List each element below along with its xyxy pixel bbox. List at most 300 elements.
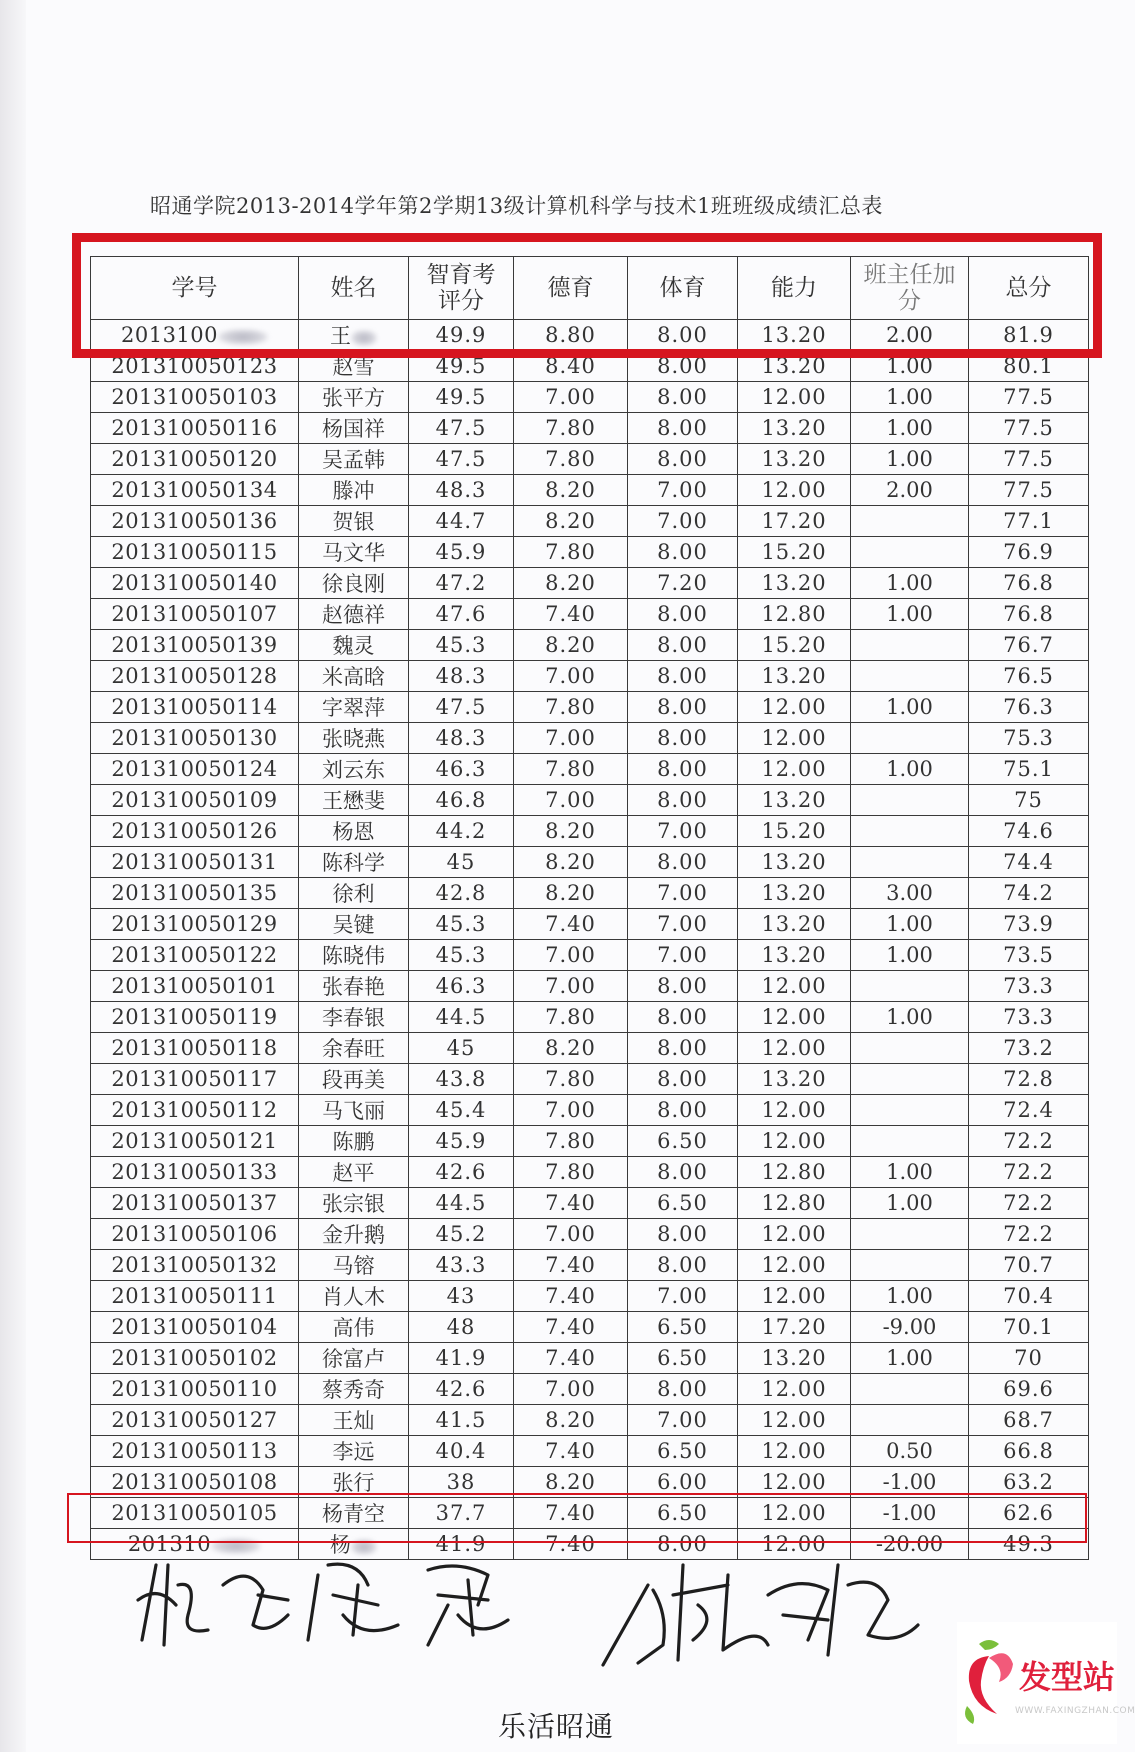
cell-value: 8.00	[657, 1005, 708, 1029]
paper-edge	[0, 0, 26, 1752]
cell-intellect	[409, 1157, 514, 1188]
cell-student-id	[91, 940, 299, 971]
cell-ability	[738, 847, 851, 878]
cell-value: 字翠萍	[322, 696, 385, 720]
cell-value: 7.00	[545, 788, 596, 812]
cell-value: 13.20	[761, 664, 827, 688]
cell-sport	[628, 1312, 738, 1343]
cell-value: 201310050126	[111, 819, 278, 843]
cell-name	[299, 1064, 409, 1095]
cell-name	[299, 1219, 409, 1250]
cell-total	[969, 1095, 1089, 1126]
cell-value: 7.00	[545, 974, 596, 998]
cell-total	[969, 909, 1089, 940]
cell-intellect	[409, 1188, 514, 1219]
cell-name	[299, 692, 409, 723]
cell-moral	[514, 568, 628, 599]
cell-total	[969, 630, 1089, 661]
cell-total	[969, 1405, 1089, 1436]
cell-value: 7.80	[545, 1067, 596, 1091]
table-row	[91, 847, 1089, 878]
cell-total	[969, 1157, 1089, 1188]
cell-value: 6.50	[657, 1315, 708, 1339]
cell-moral	[514, 940, 628, 971]
cell-value: 38	[446, 1470, 476, 1494]
cell-value: 63.2	[1003, 1470, 1054, 1494]
cell-sport	[628, 1405, 738, 1436]
cell-bonus	[851, 1312, 969, 1343]
table-row	[91, 537, 1089, 568]
cell-student-id	[91, 413, 299, 444]
cell-value: 13.20	[761, 323, 827, 347]
cell-bonus	[851, 568, 969, 599]
cell-student-id	[91, 692, 299, 723]
cell-value: 13.20	[761, 416, 827, 440]
cell-value: 7.20	[657, 571, 708, 595]
cell-value: 8.00	[657, 540, 708, 564]
header-sport: 体育	[628, 257, 738, 320]
cell-value: 高伟	[332, 1316, 375, 1340]
table-row	[91, 909, 1089, 940]
cell-total	[969, 816, 1089, 847]
cell-value: 蔡秀奇	[322, 1378, 385, 1402]
cell-value: 201310050132	[111, 1253, 278, 1277]
cell-bonus	[851, 1126, 969, 1157]
cell-value: 7.40	[545, 1315, 596, 1339]
cell-value: 45.9	[435, 1129, 487, 1153]
cell-value: 76.9	[1003, 540, 1054, 564]
cell-value: 8.00	[657, 1532, 708, 1556]
cell-value: 马文华	[322, 541, 385, 565]
cell-moral	[514, 1033, 628, 1064]
cell-total	[969, 723, 1089, 754]
cell-value: 8.20	[545, 850, 596, 874]
cell-ability	[738, 599, 851, 630]
cell-moral	[514, 878, 628, 909]
cell-value: 杨国祥	[322, 417, 385, 441]
cell-value: 73.3	[1003, 1005, 1054, 1029]
cell-value: 77.1	[1003, 509, 1054, 533]
cell-moral	[514, 785, 628, 816]
cell-value: 76.8	[1003, 602, 1054, 626]
table-row	[91, 1064, 1089, 1095]
cell-value: 12.00	[761, 1408, 827, 1432]
cell-bonus	[851, 1343, 969, 1374]
cell-moral	[514, 413, 628, 444]
cell-value: 70.4	[1003, 1284, 1054, 1308]
cell-intellect	[409, 1126, 514, 1157]
cell-value: 49.3	[1003, 1532, 1054, 1556]
cell-name	[299, 909, 409, 940]
cell-total	[969, 1033, 1089, 1064]
cell-value: 8.00	[657, 664, 708, 688]
cell-value: 75	[1014, 788, 1043, 812]
table-row	[91, 475, 1089, 506]
cell-intellect	[409, 537, 514, 568]
cell-intellect	[409, 630, 514, 661]
cell-value: 12.00	[761, 1501, 827, 1525]
cell-value: 12.80	[761, 602, 827, 626]
cell-value: 47.5	[435, 416, 487, 440]
cell-sport	[628, 1343, 738, 1374]
cell-value: 贺银	[332, 510, 375, 534]
cell-name	[299, 568, 409, 599]
cell-intellect	[409, 506, 514, 537]
cell-value: 0.50	[886, 1439, 933, 1463]
cell-name	[299, 1126, 409, 1157]
cell-value: 8.00	[657, 757, 708, 781]
cell-value: 李春银	[322, 1006, 385, 1030]
cell-value: -20.00	[875, 1532, 944, 1556]
cell-value: 7.40	[545, 1284, 596, 1308]
cell-total	[969, 1312, 1089, 1343]
cell-intellect	[409, 661, 514, 692]
cell-value: 刘云东	[322, 758, 385, 782]
table-row	[91, 1157, 1089, 1188]
cell-value: 赵雪	[332, 355, 375, 379]
cell-moral	[514, 1002, 628, 1033]
cell-name	[299, 1312, 409, 1343]
cell-value: 201310050134	[111, 478, 278, 502]
cell-value: 段再美	[322, 1068, 385, 1092]
table-row	[91, 661, 1089, 692]
cell-student-id	[91, 506, 299, 537]
cell-total	[969, 537, 1089, 568]
watermark-text: 发型站	[1019, 1658, 1116, 1696]
cell-value: 魏灵	[332, 634, 375, 658]
cell-value: 7.00	[657, 943, 708, 967]
cell-value: 12.00	[761, 1439, 827, 1463]
table-row	[91, 1188, 1089, 1219]
cell-name	[299, 1374, 409, 1405]
cell-sport	[628, 1157, 738, 1188]
table-row	[91, 785, 1089, 816]
cell-value: 77.5	[1003, 478, 1054, 502]
cell-value: 1.00	[886, 943, 933, 967]
cell-value: 42.8	[435, 881, 487, 905]
cell-student-id	[91, 1064, 299, 1095]
cell-value: 44.7	[435, 509, 487, 533]
cell-total	[969, 599, 1089, 630]
cell-ability	[738, 1250, 851, 1281]
cell-value: 45.3	[435, 912, 487, 936]
table-row	[91, 1405, 1089, 1436]
cell-value: 8.00	[657, 726, 708, 750]
cell-ability	[738, 1343, 851, 1374]
cell-name	[299, 1157, 409, 1188]
cell-value: 1.00	[886, 912, 933, 936]
cell-value: 杨恩	[332, 820, 375, 844]
cell-ability	[738, 1002, 851, 1033]
cell-value: 201310050105	[111, 1501, 278, 1525]
cell-student-id	[91, 444, 299, 475]
cell-sport	[628, 1064, 738, 1095]
cell-value: 7.40	[545, 1191, 596, 1215]
cell-moral	[514, 444, 628, 475]
cell-moral	[514, 971, 628, 1002]
cell-value: 43.8	[435, 1067, 487, 1091]
cell-intellect	[409, 723, 514, 754]
cell-value: 1.00	[886, 602, 933, 626]
cell-student-id	[91, 847, 299, 878]
cell-value: 7.40	[545, 1501, 596, 1525]
cell-value: 76.3	[1003, 695, 1054, 719]
cell-value: 7.40	[545, 602, 596, 626]
cell-value: 12.00	[761, 1222, 827, 1246]
cell-ability	[738, 692, 851, 723]
cell-moral	[514, 692, 628, 723]
cell-ability	[738, 475, 851, 506]
cell-value: 7.40	[545, 1346, 596, 1370]
cell-sport	[628, 630, 738, 661]
cell-student-id	[91, 630, 299, 661]
cell-bonus	[851, 1374, 969, 1405]
cell-intellect	[409, 1002, 514, 1033]
cell-value: 41.5	[435, 1408, 487, 1432]
cell-value: 8.80	[545, 323, 596, 347]
cell-total	[969, 1436, 1089, 1467]
cell-value: 7.40	[545, 1253, 596, 1277]
cell-total	[969, 661, 1089, 692]
cell-ability	[738, 1033, 851, 1064]
cell-value: 73.2	[1003, 1036, 1054, 1060]
cell-bonus	[851, 661, 969, 692]
cell-name	[299, 661, 409, 692]
cell-value: 1.00	[886, 1284, 933, 1308]
cell-value: 余春旺	[322, 1037, 385, 1061]
cell-sport	[628, 816, 738, 847]
cell-student-id	[91, 1002, 299, 1033]
cell-value: 1.00	[886, 447, 933, 471]
cell-sport	[628, 1095, 738, 1126]
signature-handwriting	[128, 1545, 948, 1675]
cell-student-id	[91, 537, 299, 568]
cell-sport	[628, 599, 738, 630]
cell-value: 45	[446, 1036, 476, 1060]
cell-value: 44.5	[435, 1191, 487, 1215]
cell-value: 17.20	[761, 509, 827, 533]
cell-value: 70.1	[1003, 1315, 1054, 1339]
cell-value: 8.20	[545, 1036, 596, 1060]
cell-bonus	[851, 599, 969, 630]
cell-value: 王	[330, 324, 351, 348]
cell-value: 8.20	[545, 571, 596, 595]
cell-value: 张晓燕	[322, 727, 385, 751]
cell-value: 41.9	[435, 1532, 487, 1556]
cell-name	[299, 1405, 409, 1436]
cell-value: 13.20	[761, 943, 827, 967]
cell-student-id	[91, 1374, 299, 1405]
cell-value: 201310050103	[111, 385, 278, 409]
cell-value: 45.2	[435, 1222, 487, 1246]
header-name: 姓名	[299, 257, 409, 320]
cell-value: 70	[1014, 1346, 1043, 1370]
cell-bonus	[851, 723, 969, 754]
cell-bonus	[851, 1405, 969, 1436]
cell-value: 201310050106	[111, 1222, 278, 1246]
cell-bonus	[851, 847, 969, 878]
cell-value: 张宗银	[322, 1192, 385, 1216]
cell-intellect	[409, 1405, 514, 1436]
cell-value: 马镕	[332, 1254, 375, 1278]
table-row	[91, 1312, 1089, 1343]
cell-moral	[514, 909, 628, 940]
cell-ability	[738, 444, 851, 475]
cell-ability	[738, 1281, 851, 1312]
cell-moral	[514, 1312, 628, 1343]
cell-value: 13.20	[761, 788, 827, 812]
cell-intellect	[409, 940, 514, 971]
cell-value: 7.00	[545, 1377, 596, 1401]
table-row	[91, 630, 1089, 661]
cell-student-id	[91, 1188, 299, 1219]
cell-student-id	[91, 785, 299, 816]
cell-value: 66.8	[1003, 1439, 1054, 1463]
cell-value: 47.6	[435, 602, 487, 626]
cell-name	[299, 630, 409, 661]
cell-value: 48.3	[435, 664, 487, 688]
cell-bonus	[851, 1157, 969, 1188]
cell-value: 43	[446, 1284, 476, 1308]
cell-value: 12.00	[761, 1470, 827, 1494]
cell-value: 77.5	[1003, 447, 1054, 471]
cell-value: 8.00	[657, 385, 708, 409]
cell-value: 陈科学	[322, 851, 385, 875]
cell-value: 73.3	[1003, 974, 1054, 998]
cell-intellect	[409, 754, 514, 785]
cell-name	[299, 1436, 409, 1467]
cell-student-id	[91, 661, 299, 692]
cell-value: 77.5	[1003, 416, 1054, 440]
cell-student-id	[91, 1219, 299, 1250]
cell-value: 70.7	[1003, 1253, 1054, 1277]
cell-intellect	[409, 444, 514, 475]
cell-value: 201310050116	[111, 416, 278, 440]
cell-sport	[628, 940, 738, 971]
grade-rows	[91, 320, 1089, 1560]
cell-value: 45.3	[435, 943, 487, 967]
cell-value: 12.00	[761, 1036, 827, 1060]
cell-value: 201310050104	[111, 1315, 278, 1339]
cell-value: 6.50	[657, 1346, 708, 1370]
cell-sport	[628, 568, 738, 599]
cell-ability	[738, 630, 851, 661]
cell-value: 46.3	[435, 757, 487, 781]
table-row	[91, 1343, 1089, 1374]
cell-value: 45.9	[435, 540, 487, 564]
cell-value: 2.00	[886, 323, 933, 347]
cell-moral	[514, 661, 628, 692]
cell-value: 1.00	[886, 571, 933, 595]
cell-value: 12.00	[761, 695, 827, 719]
cell-value: 1.00	[886, 695, 933, 719]
cell-intellect	[409, 847, 514, 878]
cell-student-id	[91, 1312, 299, 1343]
cell-value: 43.3	[435, 1253, 487, 1277]
cell-value: 201310050118	[111, 1036, 278, 1060]
cell-value: 8.20	[545, 1408, 596, 1432]
cell-value: 45	[446, 850, 476, 874]
cell-intellect	[409, 878, 514, 909]
cell-sport	[628, 1374, 738, 1405]
cell-value: 45.4	[435, 1098, 487, 1122]
table-row	[91, 816, 1089, 847]
header-student-id: 学号	[91, 257, 299, 320]
cell-value: 7.40	[545, 1439, 596, 1463]
cell-bonus	[851, 692, 969, 723]
cell-value: 8.00	[657, 602, 708, 626]
cell-value: 8.20	[545, 478, 596, 502]
cell-intellect	[409, 568, 514, 599]
cell-ability	[738, 382, 851, 413]
cell-bonus	[851, 971, 969, 1002]
cell-total	[969, 475, 1089, 506]
cell-value: 赵德祥	[322, 603, 385, 627]
grades-table	[90, 256, 1089, 1560]
cell-value: 72.2	[1003, 1222, 1054, 1246]
cell-student-id	[91, 1033, 299, 1064]
cell-value: 15.20	[761, 540, 827, 564]
cell-sport	[628, 909, 738, 940]
cell-value: 8.00	[657, 633, 708, 657]
cell-value: 12.00	[761, 1098, 827, 1122]
cell-value: -1.00	[882, 1470, 937, 1494]
cell-value: 杨	[330, 1533, 351, 1557]
cell-intellect	[409, 692, 514, 723]
cell-name	[299, 506, 409, 537]
cell-bonus	[851, 816, 969, 847]
cell-moral	[514, 1281, 628, 1312]
cell-name	[299, 847, 409, 878]
cell-sport	[628, 413, 738, 444]
cell-ability	[738, 723, 851, 754]
cell-bonus	[851, 754, 969, 785]
cell-moral	[514, 506, 628, 537]
cell-sport	[628, 878, 738, 909]
cell-value: 8.00	[657, 1098, 708, 1122]
cell-value: -1.00	[882, 1501, 937, 1525]
cell-bonus	[851, 413, 969, 444]
cell-moral	[514, 723, 628, 754]
cell-bonus	[851, 940, 969, 971]
cell-intellect	[409, 785, 514, 816]
cell-value: 201310050128	[111, 664, 278, 688]
table-row	[91, 506, 1089, 537]
cell-value: 8.20	[545, 819, 596, 843]
cell-value: 7.00	[657, 912, 708, 936]
cell-intellect	[409, 1281, 514, 1312]
cell-value: 46.3	[435, 974, 487, 998]
cell-bonus	[851, 382, 969, 413]
cell-sport	[628, 723, 738, 754]
cell-value: -9.00	[882, 1315, 937, 1339]
cell-value: 48.3	[435, 478, 487, 502]
cell-student-id	[91, 816, 299, 847]
header-ability: 能力	[738, 257, 851, 320]
table-row	[91, 599, 1089, 630]
cell-intellect	[409, 1343, 514, 1374]
cell-value: 74.6	[1003, 819, 1054, 843]
cell-value: 8.20	[545, 509, 596, 533]
table-row	[91, 1095, 1089, 1126]
cell-student-id	[91, 1281, 299, 1312]
cell-value: 6.50	[657, 1439, 708, 1463]
cell-value: 12.00	[761, 1253, 827, 1277]
cell-moral	[514, 1343, 628, 1374]
cell-value: 7.00	[545, 1222, 596, 1246]
cell-bonus	[851, 1095, 969, 1126]
cell-value: 1.00	[886, 1160, 933, 1184]
